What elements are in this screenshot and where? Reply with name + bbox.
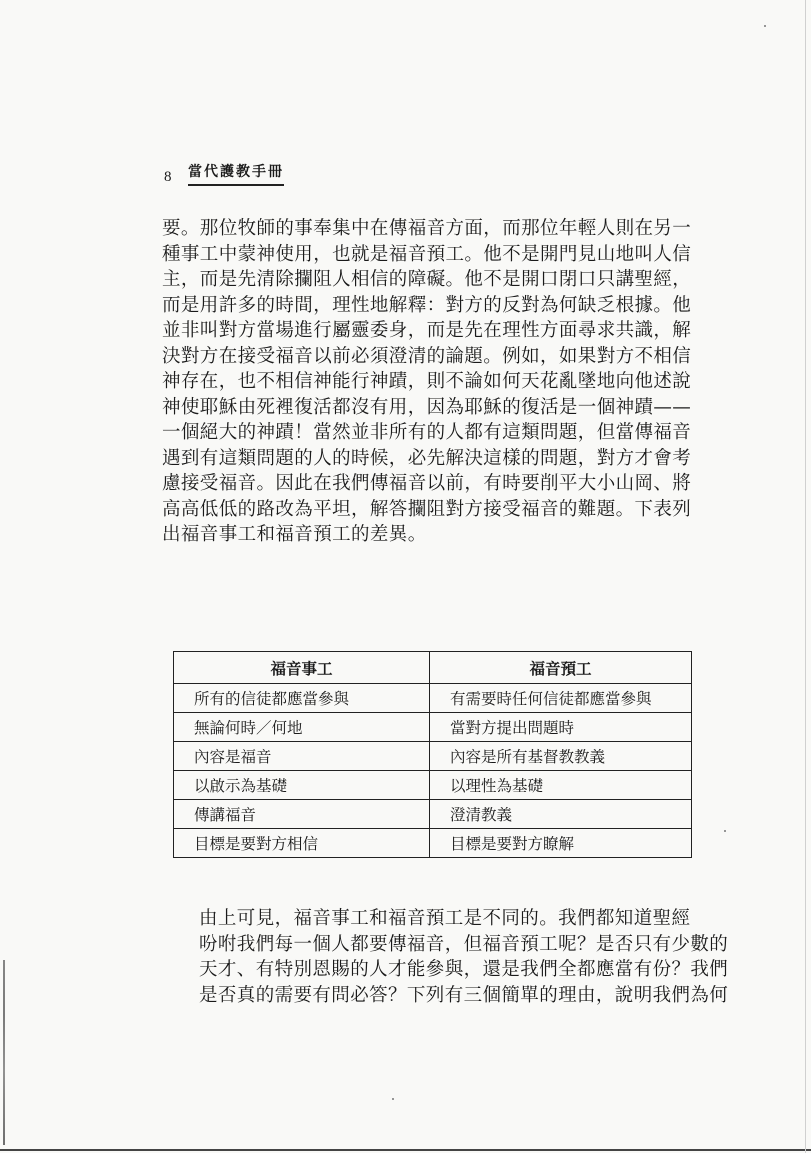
column-header-pre-evangelism: 福音預工 (430, 652, 692, 684)
table-cell: 以啟示為基礎 (174, 771, 430, 800)
text-line: 慮接受福音。因此在我們傳福音以前，有時要削平大小山岡、將 (162, 473, 692, 494)
text-line: 一個絕大的神蹟！當然並非所有的人都有這類問題，但當傳福音 (162, 422, 692, 443)
table-cell: 無論何時／何地 (174, 713, 430, 742)
text-line: 決對方在接受福音以前必須澄清的論題。例如，如果對方不相信 (162, 345, 692, 367)
text-line: 而是用許多的時間，理性地解釋：對方的反對為何缺乏根據。他 (162, 294, 692, 316)
scan-edge-bottom (0, 1149, 811, 1151)
table-row (174, 742, 692, 771)
text-line: 天才、有特別恩賜的人才能參與，還是我們全都應當有份？我們 (199, 959, 729, 980)
table-cell: 內容是所有基督教教義 (430, 742, 692, 771)
page-number: 8 (164, 169, 172, 185)
comparison-table (173, 651, 692, 858)
table-cell: 以理性為基礎 (430, 771, 692, 800)
text-line: 要。那位牧師的事奉集中在傳福音方面，而那位年輕人則在另一 (162, 218, 692, 239)
table-cell: 所有的信徒都應當參與 (174, 684, 430, 713)
scan-edge-right (805, 0, 806, 1153)
table-cell: 內容是福音 (174, 742, 430, 771)
text-line: 種事工中蒙神使用，也就是福音預工。他不是開門見山地叫人信 (162, 243, 692, 265)
scan-edge-left (3, 960, 5, 1145)
text-line: 由上可見，福音事工和福音預工是不同的。我們都知道聖經 (199, 908, 691, 929)
table-cell: 有需要時任何信徒都應當參與 (430, 684, 692, 713)
text-line: 高高低低的路改為平坦，解答攔阻對方接受福音的難題。下表列 (162, 498, 692, 520)
book-title: 當代護教手冊 (188, 161, 284, 186)
table-row (174, 713, 692, 742)
text-line: 是否真的需要有問必答？下列有三個簡單的理由，說明我們為何 (199, 984, 729, 1006)
text-line: 神存在，也不相信神能行神蹟，則不論如何天花亂墜地向他述說 (162, 371, 692, 392)
table-cell: 傳講福音 (174, 800, 430, 829)
text-line: 吩咐我們每一個人都要傳福音，但福音預工呢？是否只有少數的 (199, 933, 729, 955)
table-row (174, 684, 692, 713)
table-header-row (174, 652, 692, 684)
body-paragraph-2 (162, 906, 729, 1008)
text-line: 出福音事工和福音預工的差異。 (162, 524, 427, 545)
table-cell: 目標是要對方相信 (174, 829, 430, 858)
scan-speck (724, 830, 726, 832)
scan-speck (764, 25, 766, 27)
body-paragraph-1 (162, 216, 717, 548)
text-line: 遇到有這類問題的人的時候，必先解決這樣的問題，對方才會考 (162, 447, 692, 469)
table-cell: 澄清教義 (430, 800, 692, 829)
running-header (164, 160, 284, 186)
table-row (174, 771, 692, 800)
table-cell: 目標是要對方瞭解 (430, 829, 692, 858)
table-cell: 當對方提出問題時 (430, 713, 692, 742)
scan-speck (392, 1098, 394, 1100)
text-line: 主，而是先清除攔阻人相信的障礙。他不是開口閉口只講聖經， (162, 269, 692, 290)
column-header-evangelism: 福音事工 (174, 652, 430, 684)
text-line: 神使耶穌由死裡復活都沒有用，因為耶穌的復活是一個神蹟—— (162, 396, 692, 418)
text-line: 並非叫對方當場進行屬靈委身，而是先在理性方面尋求共識，解 (162, 320, 692, 341)
table-row (174, 829, 692, 858)
table-row (174, 800, 692, 829)
